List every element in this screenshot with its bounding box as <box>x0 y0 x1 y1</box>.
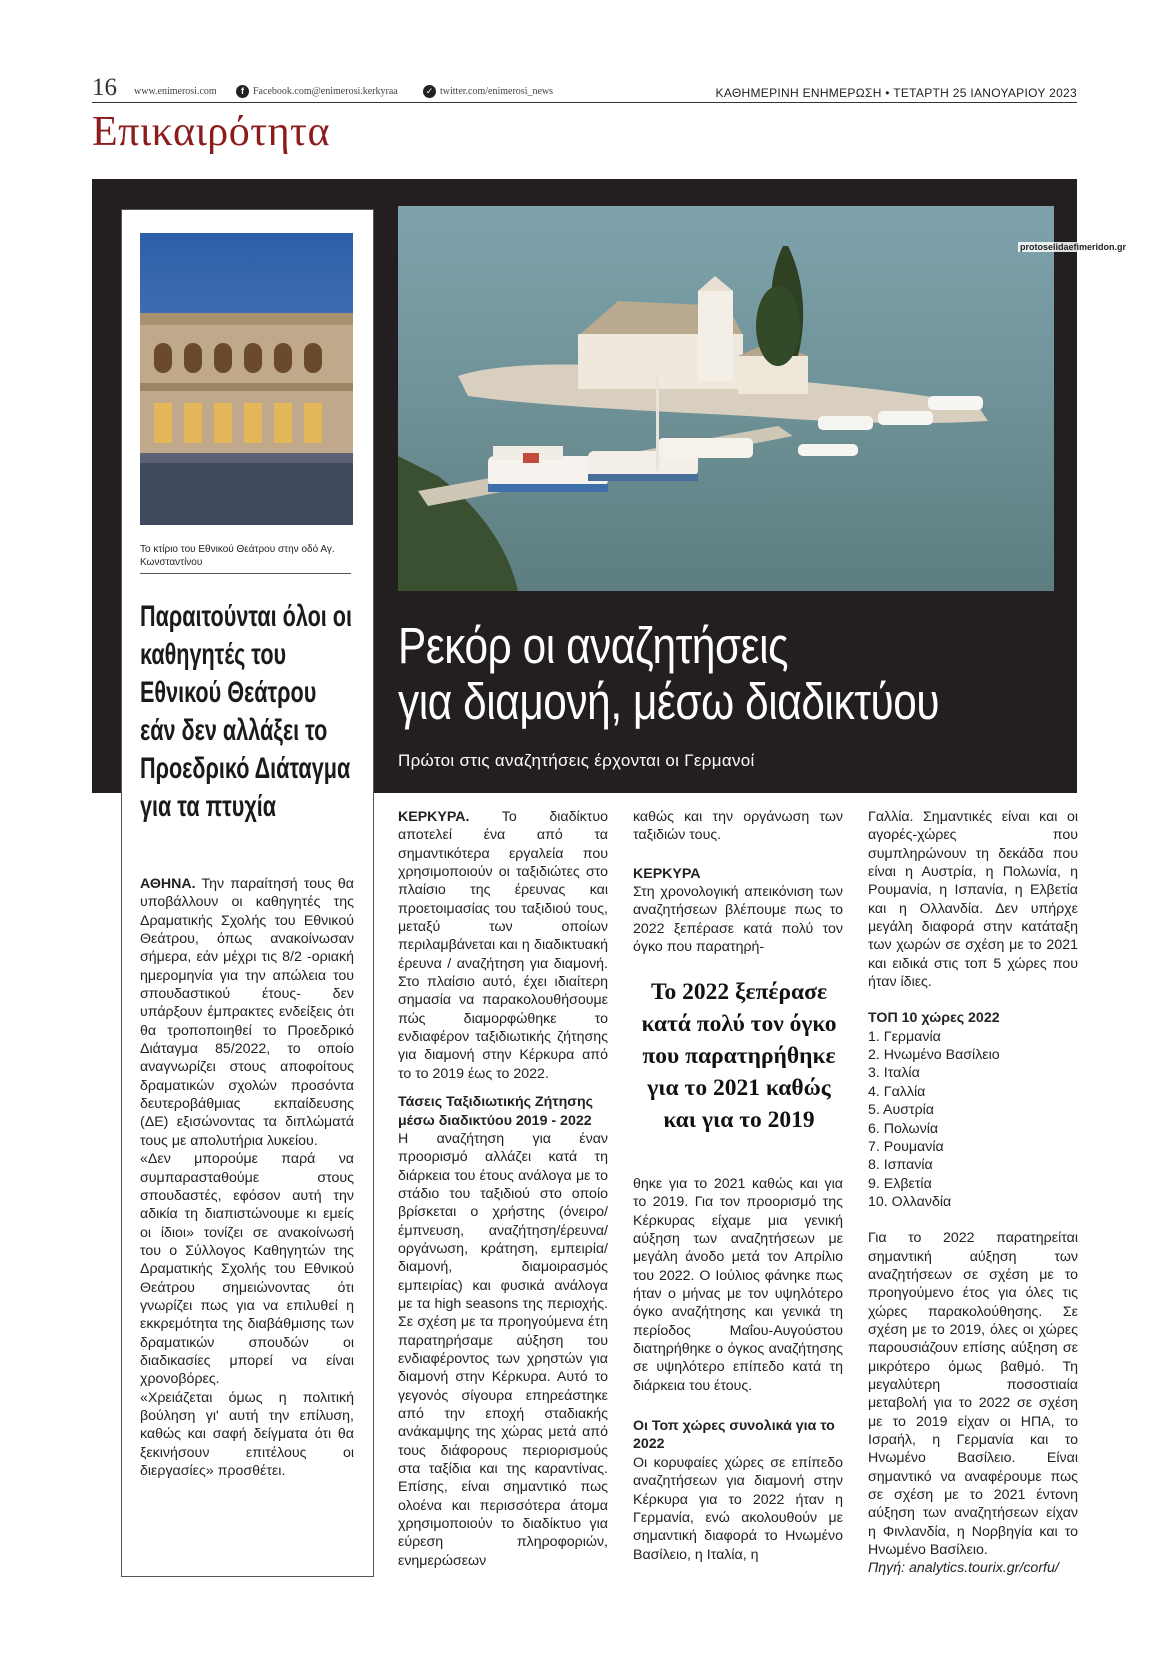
header-divider <box>92 102 1077 103</box>
list-item: 9. Ελβετία <box>868 1175 932 1192</box>
list-item: 1. Γερμανία <box>868 1028 941 1045</box>
side-article-body <box>140 875 354 1480</box>
facebook-link[interactable]: Facebook.com@enimerosi.kerkyraa <box>253 86 398 97</box>
headline-line-1: Ρεκόρ οι αναζητήσεις <box>398 617 789 674</box>
list-item: 10. Ολλανδία <box>868 1193 952 1210</box>
photo-caption: Το κτίριο του Εθνικού Θεάτρου στην οδό Αγ. Κωνσταντίνου <box>140 544 335 568</box>
twitter-link[interactable]: twitter.com/enimerosi_news <box>440 86 554 97</box>
paragraph-6: Οι κορυφαίες χώρες σε επίπεδο αναζητήσεων για διαμονή στην Κέρκυρα για το 2022 ήταν η Γερμανία, ενώ ακολουθούν με σημαντική διαφορά το Ηνωμένο Βασίλειο, η Ιταλία, η <box>633 1454 843 1563</box>
facebook-icon: f <box>236 85 249 98</box>
source-line: Πηγή: analytics.tourix.gr/corfu/ <box>868 1560 1059 1577</box>
paragraph-7: Γαλλία. Σημαντικές είναι και οι αγορές-χώρες που συμπληρώνουν τη δεκάδα που είναι η Αυστρία, η Πολωνία, η Ρουμανία, η Ισπανία, η Ελβετία και η Ολλανδία. Δεν υπήρχε μεγάλη διαφορά στην κατάταξη των χωρών σε σχέση με το 2021 και ειδικά στις τοπ 5 χώρες που ήταν ίδιες. <box>868 809 1078 991</box>
side-article-lead: ΑΘΗΝΑ. <box>140 876 196 892</box>
subheading-trends: Τάσεις Ταξιδιωτικής Ζήτησης μέσω διαδικτύου 2019 - 2022 <box>398 1094 594 1129</box>
article-column-3 <box>868 808 1078 1578</box>
newspaper-dateline: ΚΑΘΗΜΕΡΙΝΗ ΕΝΗΜΕΡΩΣΗ • ΤΕΤΑΡΤΗ 25 ΙΑΝΟΥΑΡΙΟΥ 2023 <box>715 86 1077 100</box>
subheading-kerkyra: ΚΕΡΚΥΡΑ <box>633 865 701 882</box>
main-subheadline: Πρώτοι στις αναζητήσεις έρχονται οι Γερμανοί <box>398 751 755 770</box>
paragraph-3: καθώς και την οργάνωση των ταξιδιών τους. <box>633 809 843 844</box>
pontikonisi-photo <box>398 206 1054 591</box>
list-item: 8. Ισπανία <box>868 1157 933 1174</box>
paragraph-2: Η αναζήτηση για έναν προορισμό αλλάζει κατά τη διάρκεια του έτους ανάλογα με το στάδιο του ταξιδιού στο οποίο βρίσκεται ο χρήστης (όνειρο/έμπνευση, αναζήτηση/έρευνα/οργάνωση, κράτηση, εμπειρία/διαμονή, διαμοιρασμός εμπειρίας) και φυσικά ανάλογα με τα high seasons της περιοχής. Σε σχέση με τα προηγούμενα έτη παρατηρήσαμε αύξηση του ενδιαφέροντος των χρηστών για διαμονή στην Κέρκυρα. Αυτό το γεγονός σίγουρα επηρεάστηκε από την εποχή σταδιακής ανάκαμψης της χώρας μετά από τους διάφορους περιορισμούς στα ταξίδια και της καραντίνας. Επίσης, είναι σημαντικό πως ολοένα και περισσότερα άτομα χρησιμοποιούν το διαδίκτυο για εύρεση πληροφοριών, ενημερώσεων <box>398 1130 608 1569</box>
list-item: 7. Ρουμανία <box>868 1138 944 1155</box>
caption-divider <box>140 573 351 574</box>
side-paragraph-3: «Χρειάζεται όμως η πολιτική βούληση γι' αυτή την επίλυση, καθώς και σαφή δείγματα ότι θα ξεκινήσουν επιτέλους οι διεργασίες» προσθέτει. <box>140 1389 354 1479</box>
theatre-photo <box>140 233 353 525</box>
subheading-top-countries: Οι Τοπ χώρες συνολικά για το 2022 <box>633 1418 835 1453</box>
theatre-building-illustration <box>140 233 353 525</box>
paragraph-8: Για το 2022 παρατηρείται σημαντική αύξηση των αναζητήσεων σε σχέση με το προηγούμενο έτος για όλες τις χώρες παρακολούθησης. Σε σχέση με το 2019, όλες οι χώρες παρουσιάζουν επίσης αύξηση σε μικρότερο όμως βαθμό. Τη μεγαλύτερη ποσοστιαία μεταβολή για το 2022 σε σχέση με το 2019 είχαν οι ΗΠΑ, το Ισραήλ, η Γερμανία και το Ηνωμένο Βασίλειο. Είναι σημαντικό να αναφέρουμε πως σε σχέση με το 2021 έντονη αύξηση των αναζητήσεων είχαν η Φινλανδία, η Νορβηγία και το Ηνωμένο Βασίλειο. <box>868 1230 1078 1559</box>
section-title: Επικαιρότητα <box>92 109 330 155</box>
website-link[interactable]: www.enimerosi.com <box>134 86 217 97</box>
article-column-1 <box>398 808 608 1570</box>
side-paragraph-1: Την παραίτησή τους θα υποβάλλουν οι καθηγητές της Δραματικής Σχολής του Εθνικού Θεάτρου, όπως ανακοίνωσαν σήμερα, εάν μέχρι τις 8/2 -οριακή ημερομηνία για την απώλεια του σπουδαστικού έτους- δεν υπάρξουν έμπρακτες ενδείξεις ότι θα τροποποιηθεί το Προεδρικό Διάταγμα 85/2022, το οποίο αναγνωρίζει στους αποφοίτους δραματικών σχολών προσόντα δευτεροβάθμιας εκπαίδευσης (ΔΕ) εξισώνοντας τα διπλώματά τους με απολυτήρια λυκείου. <box>140 876 354 1149</box>
paragraph-1: Το διαδίκτυο αποτελεί ένα από τα σημαντικότερα εργαλεία που χρησιμοποιούν οι ταξιδιώτες στο πλαίσιο της έρευνας και προετοιμασίας του ταξιδιού τους, μεταξύ των οποίων περιλαμβάνεται και η διαδικτυακή έρευνα / αναζήτηση για διαμονή. Στο πλαίσιο αυτό, έχει ιδιαίτερη σημασία να παρακολουθήσουμε πώς διαμορφώθηκε το ενδιαφέρον ταξιδιωτικής ζήτησης για διαμονή στην Κέρκυρα από το το 2019 έως το 2022. <box>398 809 609 1082</box>
watermark: protoselidaefimeridon.gr <box>1020 242 1127 252</box>
dateline: ΚΕΡΚΥΡΑ. <box>398 809 470 825</box>
article-column-2-top <box>633 808 843 956</box>
main-headline <box>398 618 938 730</box>
paragraph-4: Στη χρονολογική απεικόνιση των αναζητήσεων βλέπουμε πως το 2022 ξεπέρασε κατά πολύ τον όγκο που παρατηρή- <box>633 884 843 956</box>
headline-line-2: για διαμονή, μέσω διαδικτύου <box>398 673 940 730</box>
twitter-icon: ✓ <box>423 85 436 98</box>
list-item: 5. Αυστρία <box>868 1102 934 1119</box>
side-article-title: Παραιτούνται όλοι οι καθηγητές του Εθνικού Θεάτρου εάν δεν αλλάξει το Προεδρικό Διάταγμα για τα πτυχία <box>140 600 352 823</box>
list-item: 6. Πολωνία <box>868 1120 939 1137</box>
top10-list <box>868 1028 1078 1211</box>
list-item: 2. Ηνωμένο Βασίλειο <box>868 1047 1000 1064</box>
pull-quote: Το 2022 ξεπέρασε κατά πολύ τον όγκο που παρατηρήθηκε για το 2021 καθώς και για το 2019 <box>641 979 837 1133</box>
side-paragraph-2: «Δεν μπορούμε παρά να συμπαρασταθούμε στους σπουδαστές, εφόσον αυτή την αδικία τη διαπιστώνουμε κι εμείς οι ίδιοι» τονίζει σε ανακοίνωσή του ο Σύλλογος Καθηγητών της Δραματικής Σχολής του Εθνικού Θεάτρου σημειώνοντας ότι γνωρίζει πως για να επιλυθεί η εκκρεμότητα της διαβάθμισης των δραματικών σπουδών οι διαδικασίες μπορεί να είναι χρονοβόρες. <box>140 1151 354 1388</box>
article-column-2-bottom <box>633 1175 843 1564</box>
paragraph-5: θηκε για το 2021 καθώς και για το 2019. Για τον προορισμό της Κέρκυρας είχαμε μια γενική αύξηση των αναζητήσεων με μεγάλη άνοδο μετά τον Απρίλιο του 2022. Ο Ιούλιος φάνηκε πως ήταν ο μήνας με τον υψηλότερο όγκο αναζήτησης και γενικά τη περίοδος Μαΐου-Αυγούστου διατηρήθηκε ο όγκος αναζήτησης σε υψηλότερο επίπεδο κατά τη διάρκεια του έτους. <box>633 1176 843 1394</box>
list-item: 4. Γαλλία <box>868 1083 926 1100</box>
page-number: 16 <box>92 74 117 101</box>
top10-title: ΤΟΠ 10 χώρες 2022 <box>868 1010 1000 1027</box>
list-item: 3. Ιταλία <box>868 1065 920 1082</box>
monastery-island-illustration <box>398 206 1054 591</box>
